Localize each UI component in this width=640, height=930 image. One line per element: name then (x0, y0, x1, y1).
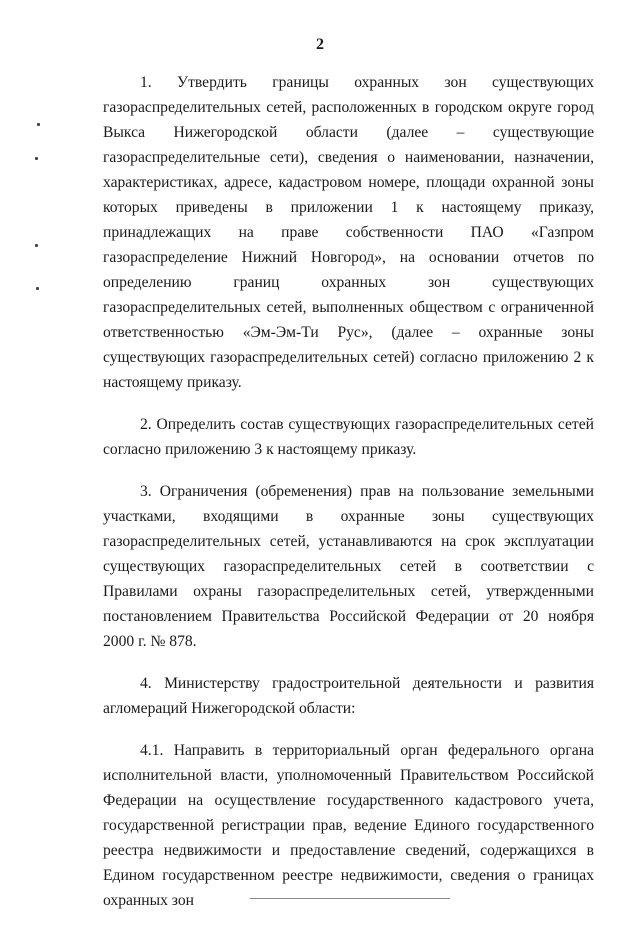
paragraph-3: 3. Ограничения (обременения) прав на пользование земельными участками, входящими в охранные зоны существующих газораспределительных сетей, устанавливаются на срок эксплуатации существующих газораспределительных сетей в соответствии с Правилами охраны газораспределительных сетей, утвержденными постановлением Правительства Российской Федерации от 20 ноября 2000 г. № 878. (103, 483, 594, 650)
page-number: 2 (316, 36, 324, 53)
scan-speck (36, 287, 39, 290)
scan-speck (35, 244, 38, 247)
paragraph-2: 2. Определить состав существующих газораспределительных сетей согласно приложению 3 к настоящему приказу. (103, 416, 594, 458)
page-edge-line (250, 898, 450, 899)
paragraph-1: 1. Утвердить границы охранных зон существующих газораспределительных сетей, расположенных в городском округе город Выкса Нижегородской области (далее – существующие газораспределительные сети), сведения о наименовании, назначении, характеристиках, адресе, кадастровом номере, площади охранной зоны которых приведены в приложении 1 к настоящему приказу, принадлежащих на праве собственности ПАО «Газпром газораспределение Нижний Новгород», на основании отчетов по определению границ охранных зон существующих газораспределительных сетей, выполненных обществом с ограниченной ответственностью «Эм-Эм-Ти Рус», (далее – охранные зоны существующих газораспределительных сетей) согласно приложению 2 к настоящему приказу. (103, 74, 594, 391)
paragraph-4-1: 4.1. Направить в территориальный орган федерального органа исполнительной власти, уполномоченный Правительством Российской Федерации на осуществление государственного кадастрового учета, государственной регистрации прав, ведение Единого государственного реестра недвижимости и предоставление сведений, содержащихся в Едином государственном реестре недвижимости, сведения о границах охранных зон (103, 742, 594, 909)
paragraph-4: 4. Министерству градостроительной деятельности и развития агломераций Нижегородской области: (103, 675, 594, 717)
scan-speck (35, 157, 38, 160)
document-body (103, 70, 594, 930)
scan-speck (37, 123, 40, 126)
